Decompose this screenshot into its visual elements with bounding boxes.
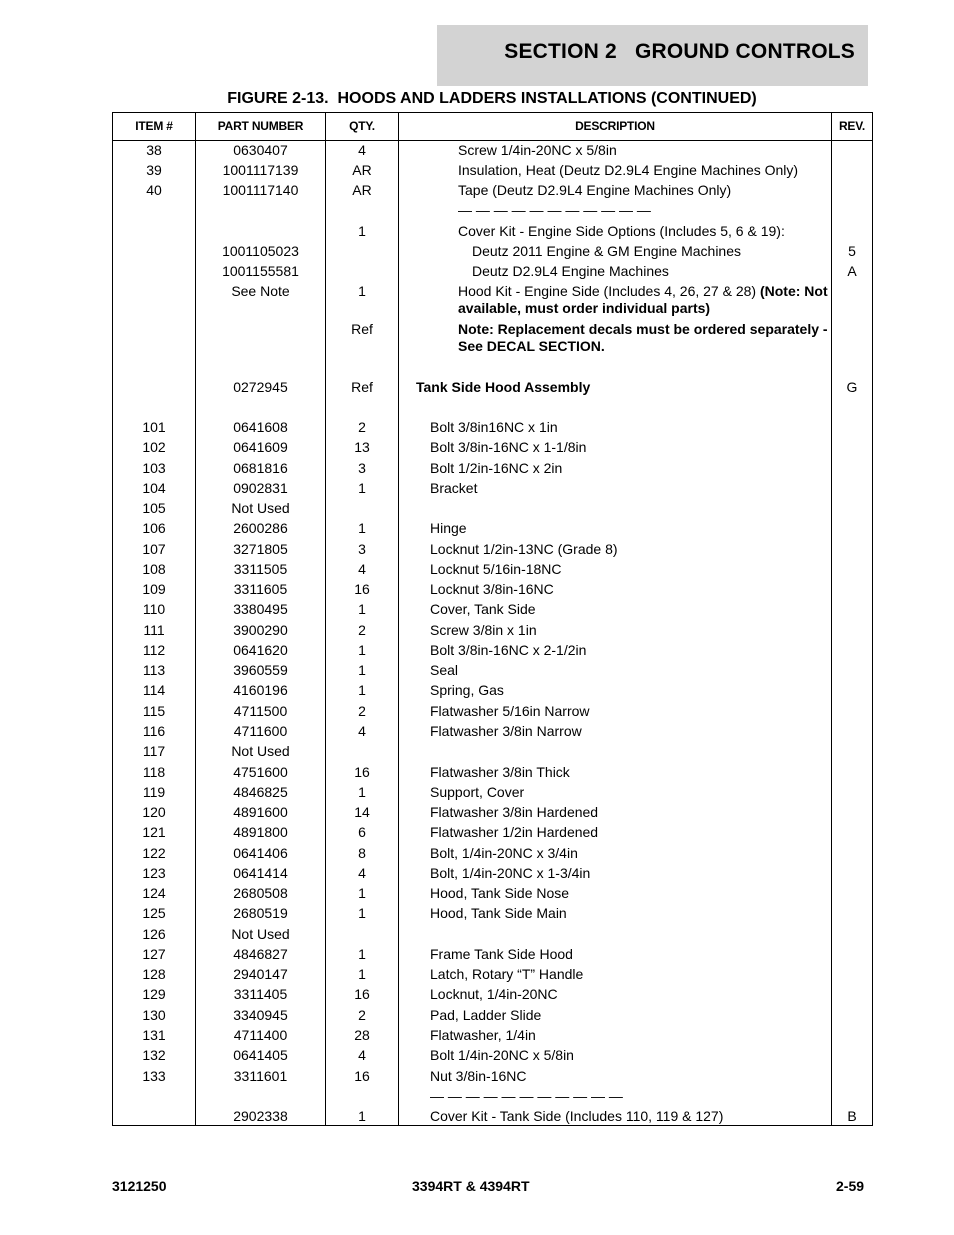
item-number: 123 bbox=[142, 865, 166, 881]
part-number: 0641406 bbox=[233, 845, 288, 861]
description bbox=[430, 1108, 723, 1125]
quantity: 28 bbox=[354, 1027, 370, 1043]
description-text: Flatwasher 3/8in Thick bbox=[430, 764, 570, 780]
item-number: 122 bbox=[142, 845, 166, 861]
description-text: Support, Cover bbox=[430, 784, 525, 800]
part-number: 0641609 bbox=[233, 439, 288, 455]
quantity: 2 bbox=[358, 622, 366, 638]
description bbox=[430, 561, 562, 578]
description bbox=[430, 642, 586, 659]
part-number: 0902831 bbox=[233, 480, 288, 496]
description bbox=[430, 723, 582, 740]
item-number: 104 bbox=[142, 480, 166, 496]
part-number: 1001117140 bbox=[222, 182, 299, 198]
quantity: 13 bbox=[354, 439, 370, 455]
description bbox=[430, 1068, 527, 1085]
quantity: 1 bbox=[358, 946, 366, 962]
quantity: 1 bbox=[358, 966, 366, 982]
description bbox=[430, 1007, 541, 1024]
part-number: 3900290 bbox=[233, 622, 288, 638]
description-text: Seal bbox=[430, 662, 459, 678]
header-item: ITEM # bbox=[135, 119, 173, 133]
description bbox=[430, 581, 554, 598]
description-text: Tape (Deutz D2.9L4 Engine Machines Only) bbox=[458, 182, 732, 198]
description-text: Bolt 3/8in-16NC x 2-1/2in bbox=[430, 642, 587, 658]
part-number: 4751600 bbox=[233, 764, 288, 780]
quantity: 2 bbox=[358, 1007, 366, 1023]
description bbox=[430, 845, 578, 862]
item-number: 115 bbox=[142, 703, 166, 719]
description-text: Screw 1/4in-20NC x 5/8in bbox=[458, 142, 617, 158]
description-text: Nut 3/8in-16NC bbox=[430, 1068, 527, 1084]
description bbox=[430, 460, 562, 477]
quantity: 4 bbox=[358, 142, 366, 158]
description-text: Bracket bbox=[430, 480, 478, 496]
part-number: 3311505 bbox=[233, 561, 288, 577]
quantity: Ref bbox=[351, 379, 373, 395]
quantity: 1 bbox=[358, 642, 366, 658]
description bbox=[458, 162, 798, 179]
description-text: Locknut, 1/4in-20NC bbox=[430, 986, 558, 1002]
header-part-number: PART NUMBER bbox=[217, 119, 304, 133]
item-number: 38 bbox=[146, 142, 162, 158]
quantity: AR bbox=[352, 162, 372, 178]
description-note: Tank Side Hood Assembly bbox=[416, 379, 591, 395]
quantity: 1 bbox=[358, 480, 366, 496]
description bbox=[430, 601, 536, 618]
description bbox=[430, 662, 458, 679]
part-number: 2600286 bbox=[233, 520, 288, 536]
item-number: 108 bbox=[142, 561, 166, 577]
section-title: SECTION 2 GROUND CONTROLS bbox=[504, 40, 855, 63]
description bbox=[430, 824, 598, 841]
item-number: 126 bbox=[142, 926, 166, 942]
description-text: Bolt 3/8in-16NC x 1-1/8in bbox=[430, 439, 587, 455]
part-number: 3311405 bbox=[233, 986, 288, 1002]
item-number: 106 bbox=[142, 520, 166, 536]
quantity: 1 bbox=[358, 662, 366, 678]
parts-table bbox=[112, 112, 873, 1126]
footer-model: 3394RT & 4394RT bbox=[412, 1178, 530, 1194]
part-number: 1001105023 bbox=[222, 243, 299, 259]
part-number: 4711600 bbox=[233, 723, 288, 739]
part-number: 0641405 bbox=[233, 1047, 288, 1063]
description-text: Flatwasher 3/8in Narrow bbox=[430, 723, 582, 739]
quantity: 16 bbox=[354, 1068, 370, 1084]
part-number: 4711400 bbox=[233, 1027, 288, 1043]
part-number: 3271805 bbox=[233, 541, 288, 557]
item-number: 124 bbox=[142, 885, 166, 901]
description-text: Hood, Tank Side Main bbox=[430, 905, 567, 921]
description-text: Flatwasher, 1/4in bbox=[430, 1027, 536, 1043]
quantity: 1 bbox=[358, 784, 366, 800]
description-text: Flatwasher 1/2in Hardened bbox=[430, 824, 599, 840]
description bbox=[430, 966, 583, 983]
item-number: 111 bbox=[143, 622, 165, 638]
figure-title: FIGURE 2-13. HOODS AND LADDERS INSTALLATIONS (CONTINUED) bbox=[227, 90, 757, 107]
quantity: 2 bbox=[358, 703, 366, 719]
part-number: 1001155581 bbox=[222, 263, 299, 279]
description bbox=[430, 784, 524, 801]
description bbox=[430, 541, 618, 558]
header-rev: REV. bbox=[838, 119, 866, 133]
description-text: — — — — — — — — — — — bbox=[458, 202, 651, 218]
description-text: Locknut 5/16in-18NC bbox=[430, 561, 562, 577]
description-text: Latch, Rotary “T” Handle bbox=[430, 966, 584, 982]
description-note: (Note: Not available, must order individual parts) bbox=[458, 283, 828, 316]
part-number: 4711500 bbox=[233, 703, 288, 719]
quantity: 4 bbox=[358, 561, 366, 577]
part-number: 1001117139 bbox=[222, 162, 299, 178]
header-qty: QTY. bbox=[349, 119, 375, 133]
description bbox=[430, 986, 558, 1003]
part-number: 3311605 bbox=[233, 581, 288, 597]
description bbox=[430, 1047, 574, 1064]
description bbox=[472, 263, 669, 280]
quantity: 14 bbox=[354, 804, 370, 820]
quantity: 1 bbox=[358, 682, 366, 698]
revision: B bbox=[847, 1108, 857, 1124]
item-number: 127 bbox=[142, 946, 166, 962]
description bbox=[430, 764, 570, 781]
description-text: Bolt 1/2in-16NC x 2in bbox=[430, 460, 563, 476]
revision: G bbox=[846, 379, 858, 395]
part-number: 3960559 bbox=[233, 662, 288, 678]
item-number: 113 bbox=[142, 662, 166, 678]
description bbox=[458, 142, 617, 159]
description bbox=[430, 804, 598, 821]
revision: A bbox=[847, 263, 857, 279]
description bbox=[458, 321, 830, 355]
item-number: 103 bbox=[142, 460, 166, 476]
description-text: Hood, Tank Side Nose bbox=[430, 885, 570, 901]
description bbox=[430, 1088, 623, 1105]
description bbox=[472, 243, 741, 260]
description-text: — — — — — — — — — — — bbox=[430, 1088, 623, 1104]
part-number: 2680519 bbox=[233, 905, 288, 921]
item-number: 117 bbox=[142, 743, 166, 759]
quantity: 1 bbox=[358, 1108, 366, 1124]
part-number: 0630407 bbox=[233, 142, 288, 158]
description bbox=[430, 905, 567, 922]
description bbox=[430, 865, 590, 882]
quantity: 16 bbox=[354, 764, 370, 780]
header-description: DESCRIPTION bbox=[575, 119, 655, 133]
quantity: 16 bbox=[354, 986, 370, 1002]
part-number: 4160196 bbox=[233, 682, 288, 698]
description bbox=[458, 223, 785, 240]
description-text: Bolt 1/4in-20NC x 5/8in bbox=[430, 1047, 574, 1063]
description bbox=[430, 520, 467, 537]
description-text: Bolt 3/8in16NC x 1in bbox=[430, 419, 558, 435]
item-number: 116 bbox=[142, 723, 166, 739]
part-number: 2902338 bbox=[233, 1108, 288, 1124]
description-text: Deutz D2.9L4 Engine Machines bbox=[472, 263, 669, 279]
description bbox=[458, 202, 651, 219]
description bbox=[430, 622, 537, 639]
description bbox=[430, 682, 504, 699]
revision: 5 bbox=[848, 243, 856, 259]
item-number: 107 bbox=[142, 541, 166, 557]
description bbox=[430, 480, 477, 497]
item-number: 102 bbox=[142, 439, 166, 455]
description-text: Deutz 2011 Engine & GM Engine Machines bbox=[472, 243, 742, 259]
item-number: 130 bbox=[142, 1007, 166, 1023]
column-divider bbox=[398, 113, 399, 1125]
description-text: Flatwasher 5/16in Narrow bbox=[430, 703, 590, 719]
footer-page-number: 2-59 bbox=[836, 1178, 865, 1194]
part-number: 0641608 bbox=[233, 419, 288, 435]
description-note: Note: Replacement decals must be ordered separately - See DECAL SECTION. bbox=[458, 321, 828, 354]
description bbox=[430, 1027, 536, 1044]
item-number: 114 bbox=[142, 682, 166, 698]
quantity: 3 bbox=[358, 541, 366, 557]
section-header bbox=[437, 25, 868, 86]
quantity: AR bbox=[352, 182, 372, 198]
description bbox=[416, 379, 590, 396]
item-number: 131 bbox=[142, 1027, 166, 1043]
part-number: 3340945 bbox=[233, 1007, 288, 1023]
part-number: 4891600 bbox=[233, 804, 288, 820]
item-number: 39 bbox=[146, 162, 162, 178]
description-text: Cover, Tank Side bbox=[430, 601, 536, 617]
description bbox=[430, 419, 558, 436]
item-number: 118 bbox=[142, 764, 166, 780]
description bbox=[430, 439, 586, 456]
part-number: 0641620 bbox=[233, 642, 288, 658]
description-text: Hinge bbox=[430, 520, 467, 536]
description-text: Insulation, Heat (Deutz D2.9L4 Engine Machines Only) bbox=[458, 162, 799, 178]
description-text: Hood Kit - Engine Side (Includes 4, 26, 27 & 28) bbox=[458, 283, 760, 299]
description-text: Bolt, 1/4in-20NC x 3/4in bbox=[430, 845, 578, 861]
description bbox=[458, 283, 830, 317]
part-number: 0681816 bbox=[233, 460, 288, 476]
quantity: 1 bbox=[358, 283, 366, 299]
description bbox=[430, 885, 569, 902]
part-number: 2940147 bbox=[233, 966, 288, 982]
item-number: 119 bbox=[142, 784, 166, 800]
item-number: 132 bbox=[142, 1047, 166, 1063]
footer-document-number: 3121250 bbox=[112, 1178, 167, 1194]
quantity: 1 bbox=[358, 905, 366, 921]
description-text: Spring, Gas bbox=[430, 682, 504, 698]
description-text: Screw 3/8in x 1in bbox=[430, 622, 537, 638]
item-number: 120 bbox=[142, 804, 166, 820]
part-number: 3311601 bbox=[233, 1068, 288, 1084]
item-number: 110 bbox=[142, 601, 166, 617]
header-divider bbox=[113, 140, 872, 141]
quantity: Ref bbox=[351, 321, 373, 337]
part-number: See Note bbox=[231, 283, 290, 299]
description-text: Locknut 1/2in-13NC (Grade 8) bbox=[430, 541, 618, 557]
item-number: 112 bbox=[142, 642, 166, 658]
part-number: Not Used bbox=[231, 500, 290, 516]
part-number: 0641414 bbox=[233, 865, 288, 881]
quantity: 4 bbox=[358, 865, 366, 881]
quantity: 1 bbox=[358, 885, 366, 901]
quantity: 8 bbox=[358, 845, 366, 861]
item-number: 109 bbox=[142, 581, 166, 597]
item-number: 125 bbox=[142, 905, 166, 921]
part-number: 4846825 bbox=[233, 784, 288, 800]
description-text: Flatwasher 3/8in Hardened bbox=[430, 804, 599, 820]
quantity: 6 bbox=[358, 824, 366, 840]
quantity: 16 bbox=[354, 581, 370, 597]
quantity: 1 bbox=[358, 520, 366, 536]
item-number: 101 bbox=[142, 419, 166, 435]
quantity: 4 bbox=[358, 723, 366, 739]
description-text: Bolt, 1/4in-20NC x 1-3/4in bbox=[430, 865, 591, 881]
quantity: 1 bbox=[358, 601, 366, 617]
description-text: Frame Tank Side Hood bbox=[430, 946, 573, 962]
part-number: Not Used bbox=[231, 743, 290, 759]
item-number: 105 bbox=[142, 500, 166, 516]
item-number: 129 bbox=[142, 986, 166, 1002]
item-number: 133 bbox=[142, 1068, 166, 1084]
part-number: 4846827 bbox=[233, 946, 288, 962]
item-number: 128 bbox=[142, 966, 166, 982]
part-number: 2680508 bbox=[233, 885, 288, 901]
quantity: 3 bbox=[358, 460, 366, 476]
item-number: 40 bbox=[146, 182, 162, 198]
description-text: Pad, Ladder Slide bbox=[430, 1007, 542, 1023]
description-text: Locknut 3/8in-16NC bbox=[430, 581, 554, 597]
part-number: 3380495 bbox=[233, 601, 288, 617]
quantity: 4 bbox=[358, 1047, 366, 1063]
item-number: 121 bbox=[142, 824, 166, 840]
description bbox=[430, 703, 590, 720]
description-text: Cover Kit - Tank Side (Includes 110, 119 & 127) bbox=[430, 1108, 724, 1124]
part-number: 0272945 bbox=[233, 379, 288, 395]
quantity: 1 bbox=[358, 223, 366, 239]
description-text: Cover Kit - Engine Side Options (Includes 5, 6 & 19): bbox=[458, 223, 785, 239]
quantity: 2 bbox=[358, 419, 366, 435]
description bbox=[458, 182, 731, 199]
part-number: Not Used bbox=[231, 926, 290, 942]
part-number: 4891800 bbox=[233, 824, 288, 840]
description bbox=[430, 946, 573, 963]
